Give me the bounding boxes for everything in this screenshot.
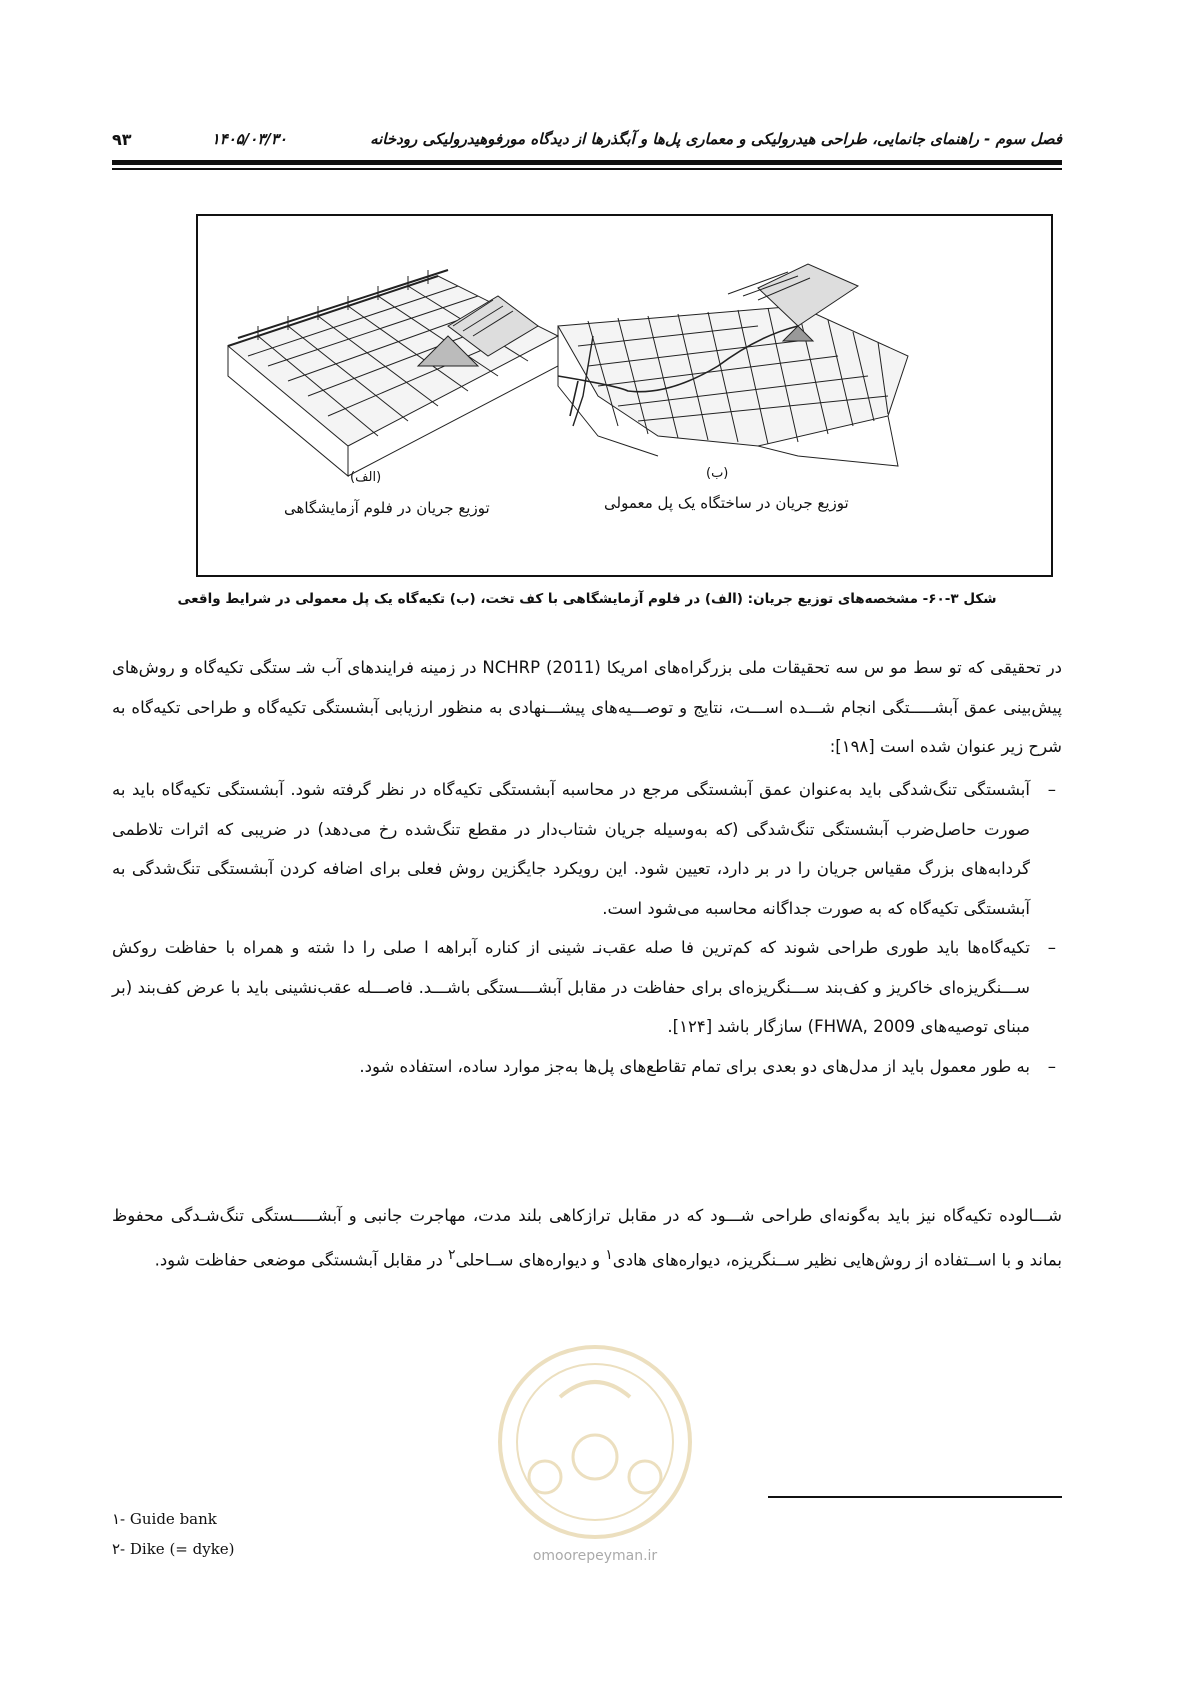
bullet-list bbox=[112, 770, 1062, 1086]
footnote-ref-2[interactable]: ۲ bbox=[448, 1246, 456, 1263]
figure-caption: شکل ۳-۶۰- مشخصه‌های توزیع جریان: (الف) در فلوم آزمایشگاهی با کف تخت، (ب) تکیه‌گاه یک پل معمولی در شرایط واقعی bbox=[177, 591, 997, 607]
figure-right-caption: توزیع جریان در فلوم آزمایشگاهی bbox=[284, 499, 490, 517]
paragraph-2-text: در مقابل آبشستگی موضعی حفاظت شود. bbox=[154, 1250, 449, 1269]
paragraph-2-text: شـــالوده تکیه‌گاه نیز باید به‌گونه‌ای طراحی شـــود که در مقابل ترازکاهی بلند مدت، مهاجرت جانبی و آبشـــــستگی تنگ‌شـدگی محفوظ بماند و با اســتفاده از روش‌هایی نظیر ســنگریزه، دیواره‌های هادی bbox=[112, 1206, 1062, 1269]
page-header bbox=[112, 128, 1062, 154]
figure-left-label: (ب) bbox=[706, 466, 729, 481]
bullet-item bbox=[112, 770, 1062, 928]
bullet-dash: – bbox=[1047, 780, 1056, 799]
paragraph-1: در تحقیقی که تو سط مو س سه تحقیقات ملی بزرگراه‌های امریکا (NCHRP (2011 در زمینه فرایندهای آب شـ ستگی تکیه‌گاه و روش‌های پیش‌بینی عمق آبشـــــتگی انجام شـــده اســـت، نتایج و توصـــیه‌های پیشـــنهادی به منظور ارزیابی آبشستگی تکیه‌گاه و طراحی تکیه‌گاه به شرح زیر عنوان شده است [۱۹۸]: bbox=[112, 658, 1063, 756]
footnote-2: ۲- Dike (= dyke) bbox=[112, 1540, 235, 1558]
chapter-title: فصل سوم - راهنمای جانمایی، طراحی هیدرولیکی و معماری پل‌ها و آبگذرها از دیدگاه مورفوهیدرولیکی رودخانه bbox=[370, 130, 1062, 148]
header-rule bbox=[112, 160, 1062, 165]
bullet-text: آبشستگی تنگ‌شدگی باید به‌عنوان عمق آبشستگی مرجع در محاسبه آبشستگی تکیه‌گاه در نظر گرفته شود. آبشستگی تکیه‌گاه باید به صورت حاصل‌ضرب آبشستگی تنگ‌شدگی (که به‌وسیله جریان شتاب‌دار در مقطع تنگ‌شده رخ می‌دهد) در ضریبی که اثرات تلاطمی گردابه‌های بزرگ مقیاس جریان را در بر دارد، تعیین شود. این رویکرد جایگزین روش فعلی برای اضافه کردن آبشستگی تنگ‌شدگی به آبشستگی تکیه‌گاه که به صورت جداگانه محاسبه می‌شود است. bbox=[112, 780, 1030, 918]
footnote-rule bbox=[768, 1496, 1062, 1498]
footnote-1: ۱- Guide bank bbox=[112, 1510, 217, 1528]
bullet-text: تکیه‌گاه‌ها باید طوری طراحی شوند که کم‌ترین فا صله عقب‌نـ شینی از کناره آبراهه ا صلی را دا شته و همراه با حفاظت روکش ســـنگریزه‌ای خاکریز و کف‌بند ســـنگریزه‌ای برای حفاظت در مقابل آبشــــستگی باشـــد. فاصـــله عقب‌نشینی باید با عرض کف‌بند (بر مبنای توصیه‌های FHWA, 2009) سازگار باشد [۱۲۴]. bbox=[112, 938, 1030, 1036]
header-rule-thin bbox=[112, 168, 1062, 170]
paragraph-2 bbox=[112, 1196, 1062, 1280]
figure-right-label: (الف) bbox=[350, 470, 382, 485]
bullet-item bbox=[112, 928, 1062, 1047]
paragraph-2-text: و دیواره‌های ســاحلی bbox=[455, 1250, 606, 1269]
bullet-dash: – bbox=[1047, 938, 1056, 957]
bullet-dash: – bbox=[1047, 1056, 1056, 1076]
watermark-logo bbox=[490, 1327, 700, 1557]
footnote-ref-1[interactable]: ۱ bbox=[605, 1246, 613, 1263]
figure-frame bbox=[196, 214, 1053, 577]
lab-flume-illustration bbox=[228, 270, 558, 476]
bridge-site-illustration bbox=[558, 264, 908, 466]
figure-illustrations bbox=[198, 216, 1051, 575]
bullet-item bbox=[112, 1047, 1062, 1087]
bullet-text: به طور معمول باید از مدل‌های دو بعدی برای تمام تقاطع‌های پل‌ها به‌جز موارد ساده، استفاده شود. bbox=[359, 1056, 1030, 1076]
figure-left-caption: توزیع جریان در ساختگاه یک پل معمولی bbox=[604, 494, 849, 512]
page-number: ۹۳ bbox=[112, 130, 132, 149]
header-date: ۱۴۰۵/۰۳/۳۰ bbox=[211, 130, 287, 148]
watermark-site: omoorepeyman.ir bbox=[532, 1548, 658, 1564]
